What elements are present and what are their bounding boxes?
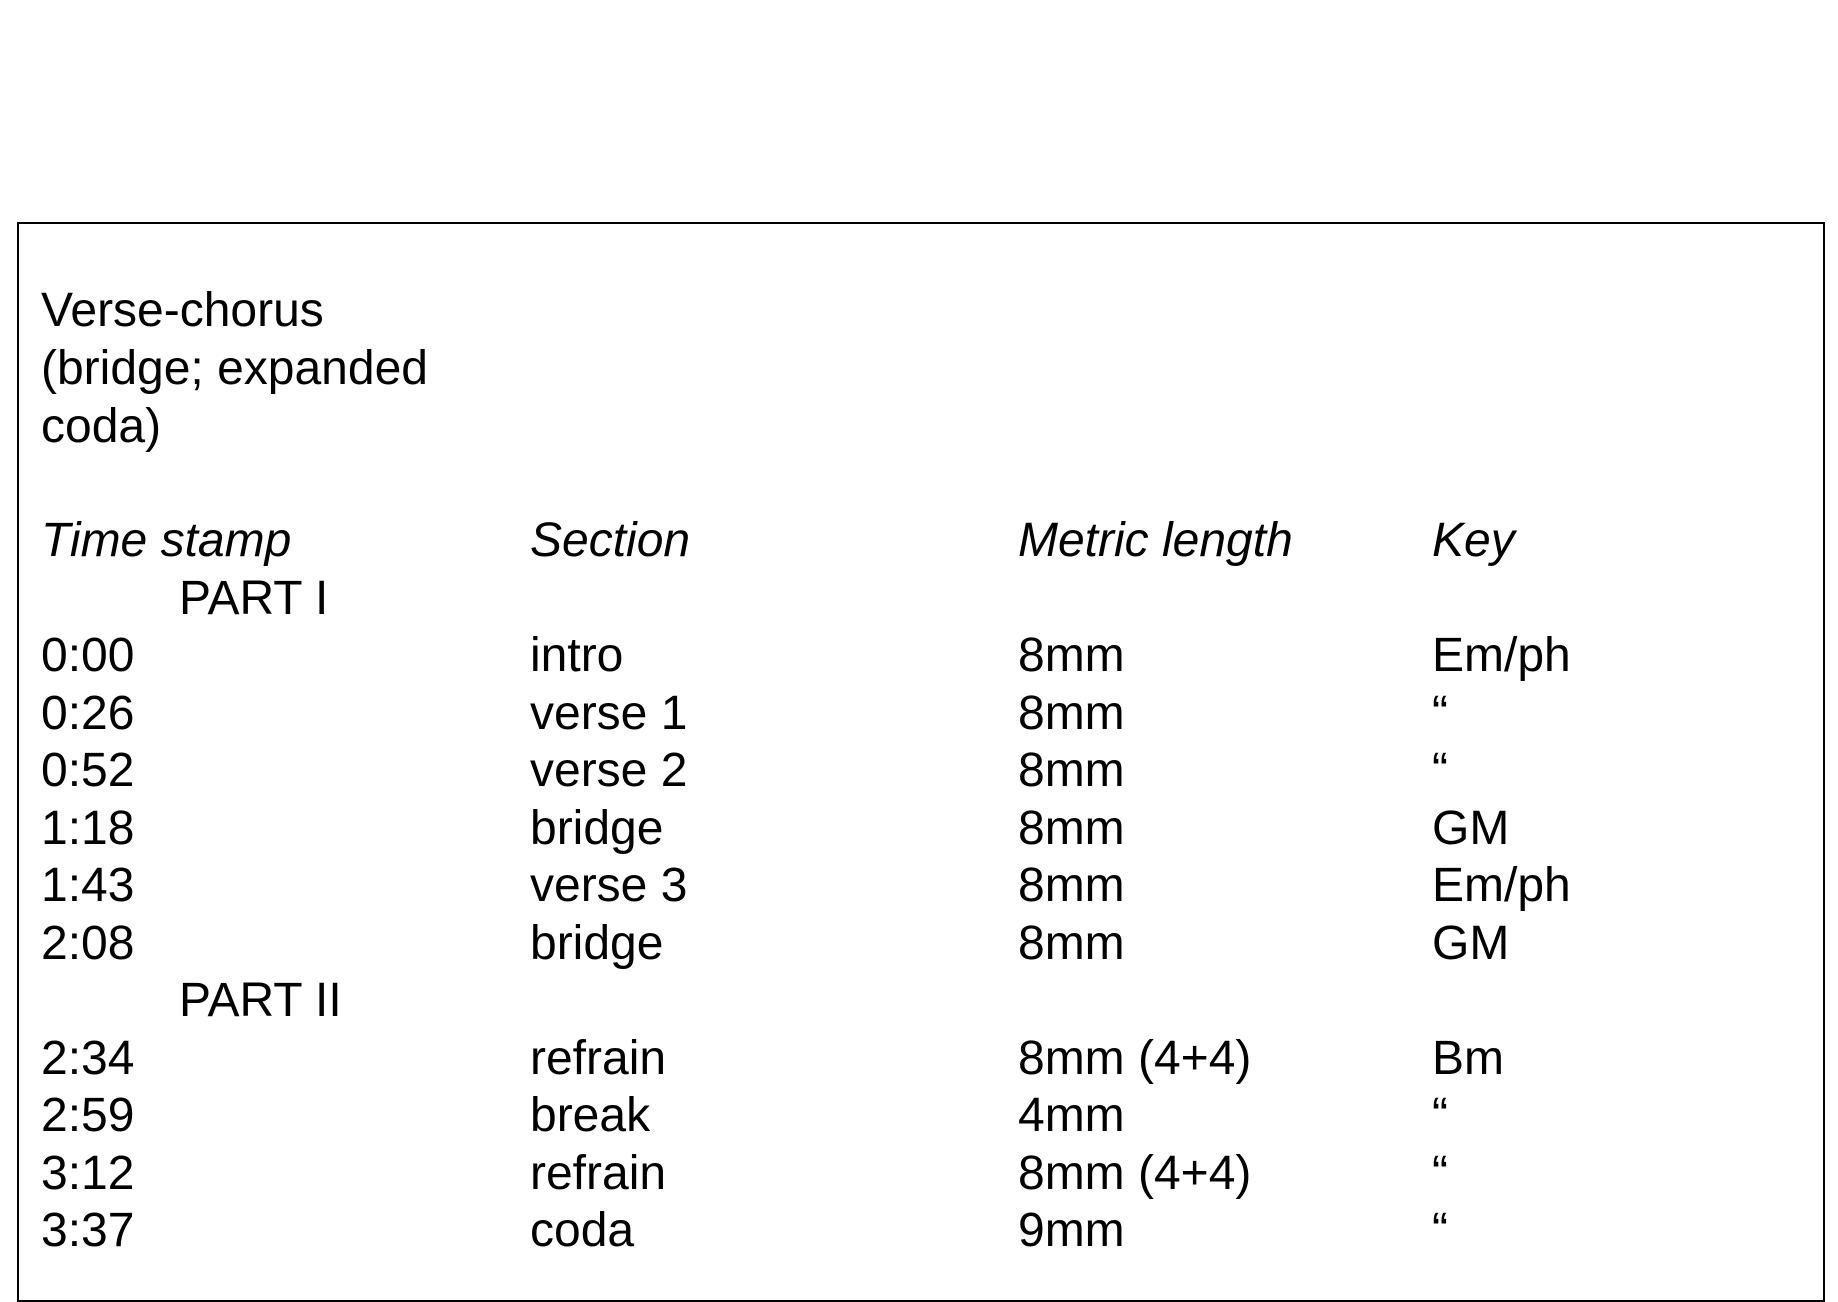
metric-length-cell: 8mm — [1018, 859, 1125, 912]
time-stamp-cell: 1:18 — [41, 801, 135, 855]
time-stamp-cell: 0:00 — [41, 629, 135, 682]
section-cell: verse 2 — [530, 744, 688, 797]
form-description — [41, 282, 481, 456]
section-cell: coda — [530, 1204, 635, 1257]
section-cell: break — [530, 1089, 651, 1142]
time-stamp-cell: 2:59 — [41, 1089, 135, 1142]
key-cell: “ — [1432, 744, 1448, 797]
time-stamp-cell: 3:12 — [41, 1146, 135, 1200]
key-cell: Em/ph — [1432, 859, 1571, 912]
part-heading: PART I — [179, 571, 329, 625]
section-cell: bridge — [530, 801, 664, 855]
header-key: Key — [1432, 514, 1515, 567]
metric-length-cell: 8mm — [1018, 629, 1125, 682]
header-section: Section — [530, 514, 691, 567]
key-cell: “ — [1432, 686, 1448, 740]
time-stamp-cell: 1:43 — [41, 859, 135, 912]
section-cell: refrain — [530, 1146, 667, 1200]
form-description-line: Verse-chorus — [41, 284, 324, 337]
key-cell: Bm — [1432, 1031, 1504, 1085]
section-cell: verse 1 — [530, 686, 688, 740]
metric-length-cell: 8mm (4+4) — [1018, 1031, 1252, 1085]
metric-length-cell: 8mm — [1018, 801, 1125, 855]
metric-length-cell: 8mm — [1018, 744, 1125, 797]
metric-length-cell: 8mm (4+4) — [1018, 1146, 1252, 1200]
time-stamp-cell: 3:37 — [41, 1204, 135, 1257]
key-cell: GM — [1432, 801, 1510, 855]
section-cell: intro — [530, 629, 624, 682]
key-cell: “ — [1432, 1204, 1448, 1257]
metric-length-cell: 4mm — [1018, 1089, 1125, 1142]
key-cell: “ — [1432, 1146, 1448, 1200]
form-description-line: (bridge; expanded — [41, 342, 428, 395]
metric-length-cell: 9mm — [1018, 1204, 1125, 1257]
section-cell: refrain — [530, 1031, 667, 1085]
time-stamp-cell: 0:52 — [41, 744, 135, 797]
section-cell: verse 3 — [530, 859, 688, 912]
key-cell: GM — [1432, 916, 1510, 970]
section-cell: bridge — [530, 916, 664, 970]
header-time-stamp: Time stamp — [41, 514, 292, 567]
metric-length-cell: 8mm — [1018, 916, 1125, 970]
time-stamp-cell: 2:34 — [41, 1031, 135, 1085]
header-metric-length: Metric length — [1018, 514, 1293, 567]
key-cell: “ — [1432, 1089, 1448, 1142]
key-cell: Em/ph — [1432, 629, 1571, 682]
form-description-line: coda) — [41, 400, 162, 453]
metric-length-cell: 8mm — [1018, 686, 1125, 740]
time-stamp-cell: 0:26 — [41, 686, 135, 740]
part-heading: PART II — [179, 974, 342, 1027]
time-stamp-cell: 2:08 — [41, 916, 135, 970]
